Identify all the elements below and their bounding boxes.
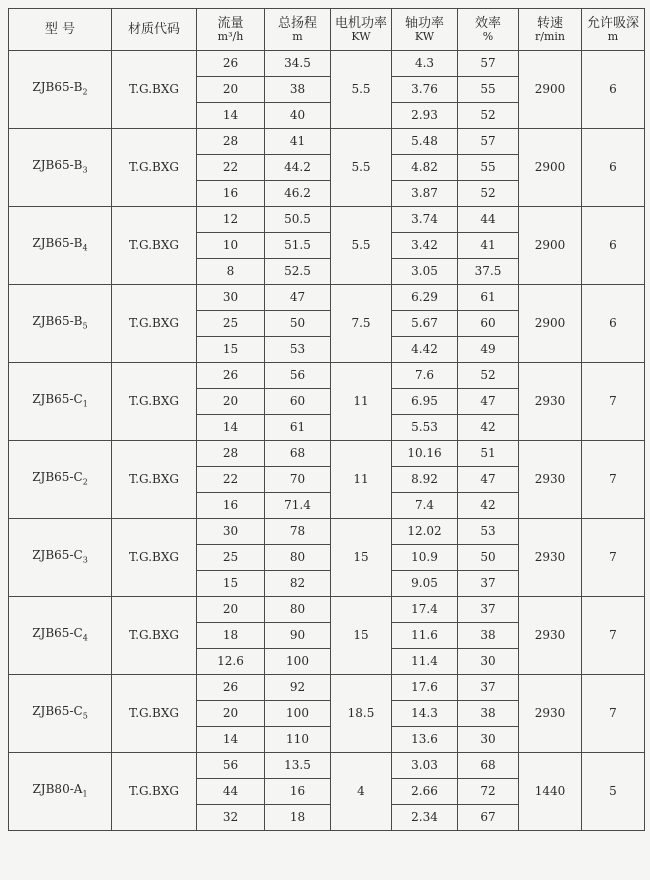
- flow-cell: 32: [197, 805, 265, 831]
- shaft-power-cell: 3.76: [392, 77, 458, 103]
- shaft-power-cell: 7.6: [392, 363, 458, 389]
- motor-power-cell: 7.5: [331, 285, 392, 363]
- shaft-power-cell: 4.3: [392, 51, 458, 77]
- table-header: [9, 9, 645, 51]
- motor-power-cell: 18.5: [331, 675, 392, 753]
- shaft-power-cell: 2.66: [392, 779, 458, 805]
- head-cell: 50: [265, 311, 331, 337]
- model-name: ZJB65-B: [32, 235, 83, 250]
- suction-cell: 6: [582, 51, 645, 129]
- efficiency-cell: 41: [458, 233, 519, 259]
- efficiency-cell: 47: [458, 467, 519, 493]
- efficiency-cell: 53: [458, 519, 519, 545]
- material-cell: T.G.BXG: [112, 207, 197, 285]
- shaft-power-cell: 3.05: [392, 259, 458, 285]
- flow-cell: 14: [197, 727, 265, 753]
- efficiency-cell: 57: [458, 51, 519, 77]
- pump-spec-table: [8, 8, 645, 831]
- shaft-power-cell: 5.48: [392, 129, 458, 155]
- flow-cell: 26: [197, 363, 265, 389]
- head-cell: 60: [265, 389, 331, 415]
- speed-cell: 1440: [519, 753, 582, 831]
- model-cell: [9, 207, 112, 285]
- shaft-power-cell: 12.02: [392, 519, 458, 545]
- head-cell: 71.4: [265, 493, 331, 519]
- model-subscript: 3: [82, 555, 88, 565]
- speed-cell: 2930: [519, 363, 582, 441]
- efficiency-cell: 60: [458, 311, 519, 337]
- efficiency-cell: 42: [458, 415, 519, 441]
- shaft-power-cell: 8.92: [392, 467, 458, 493]
- speed-cell: 2930: [519, 441, 582, 519]
- model-cell: [9, 597, 112, 675]
- table-row: [9, 675, 645, 701]
- efficiency-cell: 47: [458, 389, 519, 415]
- efficiency-cell: 72: [458, 779, 519, 805]
- flow-cell: 20: [197, 597, 265, 623]
- flow-cell: 44: [197, 779, 265, 805]
- flow-cell: 12.6: [197, 649, 265, 675]
- head-cell: 90: [265, 623, 331, 649]
- table-row: [9, 129, 645, 155]
- speed-cell: 2900: [519, 129, 582, 207]
- suction-cell: 7: [582, 441, 645, 519]
- material-cell: T.G.BXG: [112, 753, 197, 831]
- head-cell: 56: [265, 363, 331, 389]
- model-subscript: 2: [82, 477, 88, 487]
- flow-cell: 16: [197, 181, 265, 207]
- table-row: [9, 363, 645, 389]
- efficiency-cell: 52: [458, 181, 519, 207]
- model-cell: [9, 519, 112, 597]
- shaft-power-cell: 10.16: [392, 441, 458, 467]
- suction-cell: 7: [582, 597, 645, 675]
- material-cell: T.G.BXG: [112, 519, 197, 597]
- material-cell: T.G.BXG: [112, 129, 197, 207]
- motor-power-cell: 5.5: [331, 129, 392, 207]
- flow-cell: 16: [197, 493, 265, 519]
- header-model: 型 号: [9, 9, 112, 51]
- efficiency-cell: 55: [458, 155, 519, 181]
- pump-spec-sheet: [8, 8, 644, 831]
- efficiency-cell: 52: [458, 103, 519, 129]
- speed-cell: 2930: [519, 519, 582, 597]
- flow-cell: 25: [197, 545, 265, 571]
- model-cell: [9, 129, 112, 207]
- table-row: [9, 597, 645, 623]
- efficiency-cell: 38: [458, 623, 519, 649]
- flow-cell: 20: [197, 77, 265, 103]
- model-name: ZJB65-B: [32, 157, 83, 172]
- shaft-power-cell: 17.6: [392, 675, 458, 701]
- shaft-power-cell: 3.03: [392, 753, 458, 779]
- head-cell: 52.5: [265, 259, 331, 285]
- shaft-power-cell: 2.93: [392, 103, 458, 129]
- efficiency-cell: 37.5: [458, 259, 519, 285]
- shaft-power-cell: 2.34: [392, 805, 458, 831]
- flow-cell: 18: [197, 623, 265, 649]
- flow-cell: 25: [197, 311, 265, 337]
- motor-power-cell: 5.5: [331, 207, 392, 285]
- model-subscript: 5: [82, 321, 88, 331]
- head-cell: 70: [265, 467, 331, 493]
- suction-cell: 7: [582, 519, 645, 597]
- flow-cell: 26: [197, 51, 265, 77]
- flow-cell: 22: [197, 155, 265, 181]
- efficiency-cell: 61: [458, 285, 519, 311]
- head-cell: 38: [265, 77, 331, 103]
- head-cell: 68: [265, 441, 331, 467]
- model-name: ZJB65-B: [32, 313, 83, 328]
- speed-cell: 2930: [519, 597, 582, 675]
- flow-cell: 15: [197, 337, 265, 363]
- model-name: ZJB65-B: [32, 79, 83, 94]
- model-name: ZJB80-A: [32, 781, 83, 796]
- suction-cell: 6: [582, 285, 645, 363]
- head-cell: 46.2: [265, 181, 331, 207]
- model-subscript: 1: [82, 789, 88, 799]
- model-name: ZJB65-C: [32, 469, 83, 484]
- efficiency-cell: 67: [458, 805, 519, 831]
- shaft-power-cell: 5.67: [392, 311, 458, 337]
- suction-cell: 6: [582, 129, 645, 207]
- head-cell: 47: [265, 285, 331, 311]
- shaft-power-cell: 7.4: [392, 493, 458, 519]
- model-name: ZJB65-C: [32, 703, 83, 718]
- model-cell: [9, 753, 112, 831]
- header-shaft-power: 轴功率 KW: [392, 9, 458, 51]
- shaft-power-cell: 3.42: [392, 233, 458, 259]
- material-cell: T.G.BXG: [112, 51, 197, 129]
- head-cell: 44.2: [265, 155, 331, 181]
- efficiency-cell: 49: [458, 337, 519, 363]
- shaft-power-cell: 3.74: [392, 207, 458, 233]
- suction-cell: 6: [582, 207, 645, 285]
- flow-cell: 30: [197, 285, 265, 311]
- head-cell: 110: [265, 727, 331, 753]
- flow-cell: 14: [197, 103, 265, 129]
- header-material: 材质代码: [112, 9, 197, 51]
- efficiency-cell: 30: [458, 727, 519, 753]
- speed-cell: 2900: [519, 285, 582, 363]
- flow-cell: 56: [197, 753, 265, 779]
- efficiency-cell: 52: [458, 363, 519, 389]
- head-cell: 100: [265, 701, 331, 727]
- suction-cell: 7: [582, 675, 645, 753]
- flow-cell: 10: [197, 233, 265, 259]
- flow-cell: 22: [197, 467, 265, 493]
- table-row: [9, 207, 645, 233]
- model-subscript: 3: [82, 165, 88, 175]
- shaft-power-cell: 14.3: [392, 701, 458, 727]
- efficiency-cell: 37: [458, 571, 519, 597]
- flow-cell: 30: [197, 519, 265, 545]
- shaft-power-cell: 3.87: [392, 181, 458, 207]
- model-name: ZJB65-C: [32, 625, 83, 640]
- head-cell: 100: [265, 649, 331, 675]
- model-name: ZJB65-C: [32, 391, 83, 406]
- efficiency-cell: 42: [458, 493, 519, 519]
- head-cell: 92: [265, 675, 331, 701]
- flow-cell: 20: [197, 701, 265, 727]
- head-cell: 41: [265, 129, 331, 155]
- shaft-power-cell: 11.6: [392, 623, 458, 649]
- flow-cell: 14: [197, 415, 265, 441]
- material-cell: T.G.BXG: [112, 675, 197, 753]
- model-cell: [9, 363, 112, 441]
- shaft-power-cell: 11.4: [392, 649, 458, 675]
- model-subscript: 4: [82, 243, 88, 253]
- head-cell: 53: [265, 337, 331, 363]
- model-name: ZJB65-C: [32, 547, 83, 562]
- motor-power-cell: 5.5: [331, 51, 392, 129]
- model-cell: [9, 51, 112, 129]
- motor-power-cell: 4: [331, 753, 392, 831]
- shaft-power-cell: 9.05: [392, 571, 458, 597]
- suction-cell: 7: [582, 363, 645, 441]
- efficiency-cell: 50: [458, 545, 519, 571]
- flow-cell: 8: [197, 259, 265, 285]
- flow-cell: 28: [197, 129, 265, 155]
- head-cell: 61: [265, 415, 331, 441]
- flow-cell: 20: [197, 389, 265, 415]
- head-cell: 50.5: [265, 207, 331, 233]
- efficiency-cell: 55: [458, 77, 519, 103]
- header-speed: 转速 r/min: [519, 9, 582, 51]
- head-cell: 78: [265, 519, 331, 545]
- shaft-power-cell: 6.29: [392, 285, 458, 311]
- header-motor-power: 电机功率 KW: [331, 9, 392, 51]
- head-cell: 51.5: [265, 233, 331, 259]
- head-cell: 80: [265, 545, 331, 571]
- flow-cell: 28: [197, 441, 265, 467]
- motor-power-cell: 11: [331, 363, 392, 441]
- speed-cell: 2900: [519, 51, 582, 129]
- motor-power-cell: 11: [331, 441, 392, 519]
- model-subscript: 2: [82, 87, 88, 97]
- header-flow: 流量 m³/h: [197, 9, 265, 51]
- shaft-power-cell: 6.95: [392, 389, 458, 415]
- model-cell: [9, 441, 112, 519]
- header-head: 总扬程 m: [265, 9, 331, 51]
- head-cell: 82: [265, 571, 331, 597]
- model-cell: [9, 675, 112, 753]
- flow-cell: 12: [197, 207, 265, 233]
- head-cell: 80: [265, 597, 331, 623]
- flow-cell: 26: [197, 675, 265, 701]
- shaft-power-cell: 10.9: [392, 545, 458, 571]
- efficiency-cell: 44: [458, 207, 519, 233]
- flow-cell: 15: [197, 571, 265, 597]
- shaft-power-cell: 4.82: [392, 155, 458, 181]
- model-subscript: 1: [82, 399, 88, 409]
- material-cell: T.G.BXG: [112, 441, 197, 519]
- efficiency-cell: 51: [458, 441, 519, 467]
- model-subscript: 4: [82, 633, 88, 643]
- header-suction: 允许吸深 m: [582, 9, 645, 51]
- shaft-power-cell: 4.42: [392, 337, 458, 363]
- efficiency-cell: 38: [458, 701, 519, 727]
- shaft-power-cell: 5.53: [392, 415, 458, 441]
- shaft-power-cell: 17.4: [392, 597, 458, 623]
- table-row: [9, 519, 645, 545]
- efficiency-cell: 30: [458, 649, 519, 675]
- head-cell: 18: [265, 805, 331, 831]
- header-efficiency: 效率 %: [458, 9, 519, 51]
- motor-power-cell: 15: [331, 597, 392, 675]
- table-body: [9, 51, 645, 831]
- material-cell: T.G.BXG: [112, 285, 197, 363]
- efficiency-cell: 57: [458, 129, 519, 155]
- head-cell: 13.5: [265, 753, 331, 779]
- head-cell: 34.5: [265, 51, 331, 77]
- shaft-power-cell: 13.6: [392, 727, 458, 753]
- efficiency-cell: 37: [458, 675, 519, 701]
- efficiency-cell: 37: [458, 597, 519, 623]
- model-subscript: 5: [82, 711, 88, 721]
- speed-cell: 2930: [519, 675, 582, 753]
- suction-cell: 5: [582, 753, 645, 831]
- model-cell: [9, 285, 112, 363]
- table-row: [9, 285, 645, 311]
- efficiency-cell: 68: [458, 753, 519, 779]
- material-cell: T.G.BXG: [112, 363, 197, 441]
- material-cell: T.G.BXG: [112, 597, 197, 675]
- head-cell: 40: [265, 103, 331, 129]
- table-row: [9, 753, 645, 779]
- table-row: [9, 51, 645, 77]
- motor-power-cell: 15: [331, 519, 392, 597]
- table-row: [9, 441, 645, 467]
- head-cell: 16: [265, 779, 331, 805]
- speed-cell: 2900: [519, 207, 582, 285]
